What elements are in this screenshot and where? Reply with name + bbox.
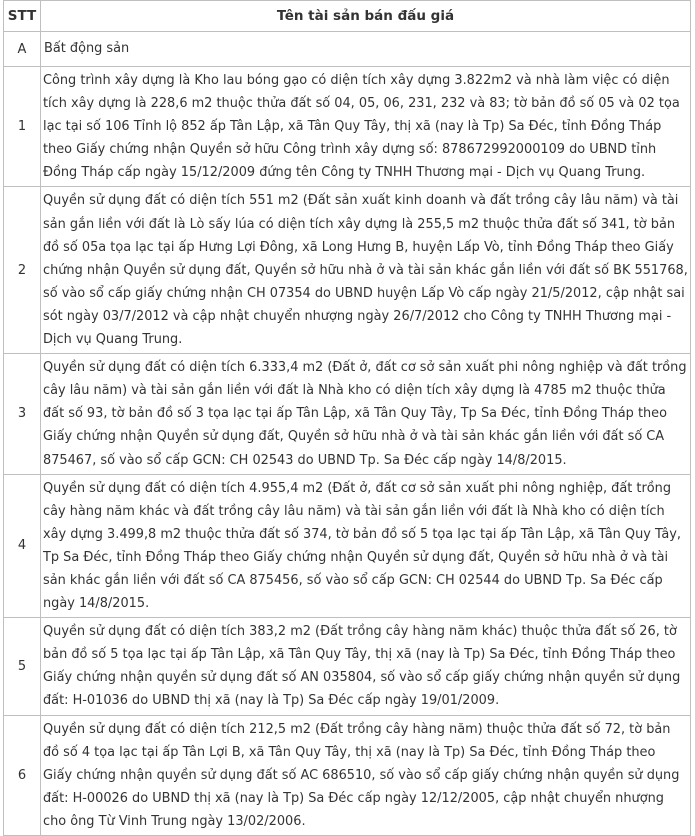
category-row bbox=[4, 32, 691, 67]
row-description: Công trình xây dựng là Kho lau bóng gạo có diện tích xây dựng 3.822m2 và nhà làm việc có diện tích xây dựng là 228,6 m2 thuộc thửa đất số 04, 05, 06, 231, 232 và 83; tờ bản đồ số 05 và 02 tọa lạc tại số 106 Tỉnh lộ 852 ấp Tân Lập, xã Tân Quy Tây, thị xã (nay là Tp) Sa Đéc, tỉnh Đồng Tháp theo Giấy chứng nhận Quyền sở hữu Công trình xây dựng số: 878672992000109 do UBND tỉnh Đồng Tháp cấp ngày 15/12/2009 đứng tên Công ty TNHH Thương mại - Dịch vụ Quang Trung. bbox=[41, 67, 691, 187]
header-stt: STT bbox=[4, 1, 41, 32]
header-row bbox=[4, 1, 691, 32]
row-description: Quyền sử dụng đất có diện tích 212,5 m2 (Đất trồng cây hàng năm) thuộc thửa đất số 72, tờ bản đồ số 4 tọa lạc tại ấp Tân Lợi B, xã Tân Quy Tây, thị xã (nay là Tp) Sa Đéc, tỉnh Đồng Tháp theo Giấy chứng nhận quyền sử dụng đất số AC 686510, số vào sổ cấp giấy chứng nhận quyền sử dụng đất: H-00026 do UBND thị xã (nay là Tp) Sa Đéc cấp ngày 12/12/2005, cập nhật chuyển nhượng cho ông Từ Vinh Trung ngày 13/02/2006. bbox=[41, 715, 691, 835]
row-stt: 1 bbox=[4, 67, 41, 187]
row-stt: 2 bbox=[4, 187, 41, 354]
table-row bbox=[4, 618, 691, 715]
table-row bbox=[4, 474, 691, 618]
row-description: Quyền sử dụng đất có diện tích 551 m2 (Đất sản xuất kinh doanh và đất trồng cây lâu năm) và tài sản gắn liền với đất là Lò sấy lúa có diện tích xây dựng là 255,5 m2 thuộc thửa đất số 341, tờ bản đồ số 05a tọa lạc tại ấp Hưng Lợi Đông, xã Long Hưng B, huyện Lấp Vò, tỉnh Đồng Tháp theo Giấy chứng nhận Quyền sử dụng đất, Quyền sở hữu nhà ở và tài sản khác gắn liền với đất số BK 551768, số vào sổ cấp giấy chứng nhận CH 07354 do UBND huyện Lấp Vò cấp ngày 21/5/2012, cập nhật sai sót ngày 03/7/2012 và cập nhật chuyển nhượng ngày 26/7/2012 cho Công ty TNHH Thương mại - Dịch vụ Quang Trung. bbox=[41, 187, 691, 354]
auction-assets-table bbox=[3, 0, 691, 836]
row-stt: 3 bbox=[4, 354, 41, 474]
row-description: Quyền sử dụng đất có diện tích 6.333,4 m2 (Đất ở, đất cơ sở sản xuất phi nông nghiệp và đất trồng cây lâu năm) và tài sản gắn liền với đất là Nhà kho có diện tích xây dựng là 4785 m2 thuộc thửa đất số 93, tờ bản đồ số 3 tọa lạc tại ấp Tân Lập, xã Tân Quy Tây, Tp Sa Đéc, tỉnh Đồng Tháp theo Giấy chứng nhận Quyền sử dụng đất, Quyền sở hữu nhà ở và tài sản khác gắn liền với đất số CA 875467, số vào sổ cấp GCN: CH 02543 do UBND Tp. Sa Đéc cấp ngày 14/8/2015. bbox=[41, 354, 691, 474]
table-row bbox=[4, 187, 691, 354]
row-stt: 6 bbox=[4, 715, 41, 835]
row-stt: 4 bbox=[4, 474, 41, 618]
category-stt: A bbox=[4, 32, 41, 67]
header-asset-name: Tên tài sản bán đấu giá bbox=[41, 1, 691, 32]
table-row bbox=[4, 715, 691, 835]
category-name: Bất động sản bbox=[41, 32, 691, 67]
table-row bbox=[4, 67, 691, 187]
row-description: Quyền sử dụng đất có diện tích 383,2 m2 (Đất trồng cây hàng năm khác) thuộc thửa đất số 26, tờ bản đồ số 5 tọa lạc tại ấp Tân Lập, xã Tân Quy Tây, thị xã (nay là Tp) Sa Đéc, tỉnh Đồng Tháp theo Giấy chứng nhận quyền sử dụng đất số AN 035804, số vào sổ cấp giấy chứng nhận quyền sử dụng đất: H-01036 do UBND thị xã (nay là Tp) Sa Đéc cấp ngày 19/01/2009. bbox=[41, 618, 691, 715]
table-row bbox=[4, 354, 691, 474]
row-stt: 5 bbox=[4, 618, 41, 715]
row-description: Quyền sử dụng đất có diện tích 4.955,4 m2 (Đất ở, đất cơ sở sản xuất phi nông nghiệp, đất trồng cây hàng năm khác và đất trồng cây lâu năm) và tài sản gắn liền với đất là Nhà kho có diện tích xây dựng 3.499,8 m2 thuộc thửa đất số 374, tờ bản đồ số 5 tọa lạc tại ấp Tân Lập, xã Tân Quy Tây, Tp Sa Đéc, tỉnh Đồng Tháp theo Giấy chứng nhận Quyền sử dụng đất, Quyền sở hữu nhà ở và tài sản khác gắn liền với đất số CA 875456, số vào sổ cấp GCN: CH 02544 do UBND Tp. Sa Đéc cấp ngày 14/8/2015. bbox=[41, 474, 691, 618]
